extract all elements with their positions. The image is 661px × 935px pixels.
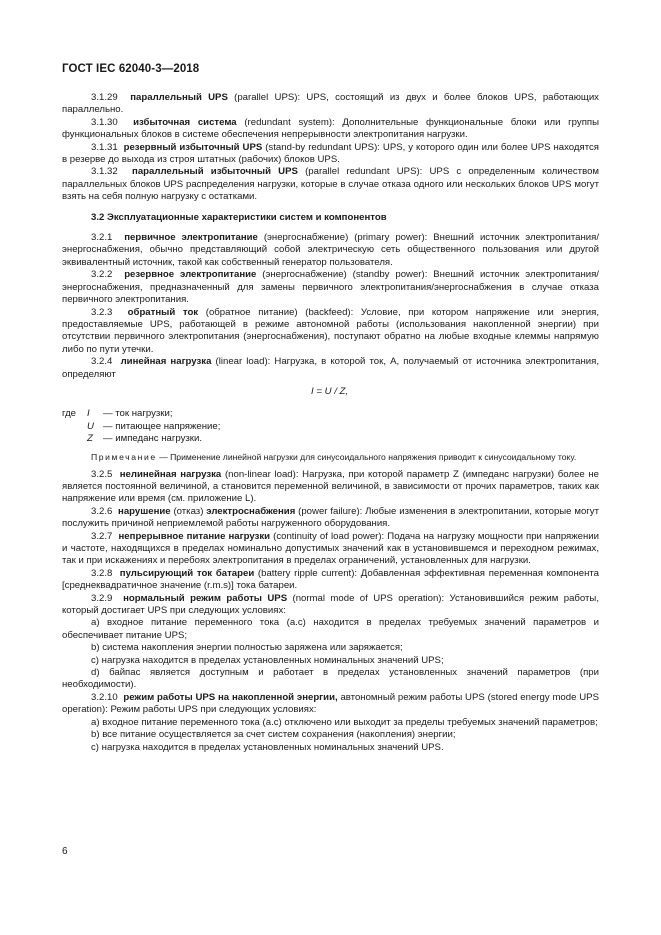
where-row: [62, 433, 599, 445]
definition-3-2-3: [62, 307, 599, 357]
definition-text: (normal mode of UPS operation): Установившийся режим работы, который достигает UPS при следующих условиях:: [62, 592, 599, 617]
definition-text: (энергоснабжение) (standby power): Внешний источник электропитания/энергоснабжения, предназначенный для замены первичного электропитания/энергоснабжения в случае отказа первичного электропитания.: [62, 269, 599, 306]
definition-term: обратный ток: [127, 306, 199, 318]
definition-number: 3.1.32: [91, 166, 118, 178]
where-description: — питающее напряжение;: [103, 420, 221, 432]
definition-term: линейная нагрузка: [120, 356, 212, 368]
definition-number: 3.2.3: [91, 306, 113, 318]
definition-text: автономный режим работы UPS (stored energy mode UPS operation): Режим работы UPS при следующих условиях:: [62, 691, 599, 716]
definition-text: (отказ): [170, 505, 207, 517]
definition-number: 3.2.4: [91, 356, 113, 368]
list-item: c) нагрузка находится в пределах установленных номинальных значений UPS;: [91, 654, 444, 666]
definition-number: 3.2.9: [91, 592, 113, 604]
note-text: — Применение линейной нагрузки для синусоидального напряжения приводит к синусоидальному току.: [156, 451, 577, 462]
definition-text: (battery ripple current): Добавленная эффективная переменная компонента [среднеквадратичное значение (r.m.s)] тока батареи.: [62, 567, 599, 592]
page-number: 6: [62, 846, 68, 857]
where-symbol: U: [87, 420, 94, 432]
definition-term: первичное электропитание: [124, 232, 258, 244]
list-item: b) все питание осуществляется за счет систем сохранения (накопления) энергии;: [91, 729, 456, 741]
where-row: [62, 421, 599, 433]
definition-term: нарушение: [118, 505, 171, 517]
definition-3-1-29: [62, 92, 599, 117]
definition-term: пульсирующий ток батареи: [119, 567, 255, 579]
definition-text: (обратное питание) (backfeed): Условие, при котором напряжение или энергия, предоставляемые UPS, работающей в режиме автономной работы (использования накопленной энергии) при отсутствии первичного электропитания (энергоснабжения), поступают обратно на любые входные клеммы напрямую либо по пути утечки.: [62, 306, 600, 355]
where-block: [62, 408, 599, 445]
where-description: — импеданс нагрузки.: [103, 433, 203, 445]
list-item: a) входное питание переменного тока (a.c) находится в пределах требуемых значений параметров и обеспечивает питание UPS;: [62, 617, 599, 641]
note: [62, 452, 599, 463]
list-item: d) байпас является доступным и работает в пределах установленных значений параметров (при необходимости).: [62, 667, 599, 691]
definition-term: нормальный режим работы UPS: [123, 592, 288, 604]
definition-number: 3.1.30: [91, 116, 118, 128]
list-item: a) входное питание переменного тока (a.c) отключено или выходит за пределы требуемых значений параметров;: [91, 716, 598, 728]
document-body: [62, 92, 599, 754]
formula-linear-load: I = U / Z,: [311, 385, 349, 397]
definition-number: 3.2.6: [91, 505, 113, 517]
section-heading-3-2: 3.2 Эксплуатационные характеристики систем и компонентов: [91, 211, 387, 223]
definition-3-2-2: [62, 269, 599, 306]
definition-term: параллельный избыточный UPS: [132, 166, 298, 178]
definition-number: 3.1.29: [91, 92, 118, 103]
definition-text: (parallel redundant UPS): UPS с определенным количеством параллельных блоков UPS распределения нагрузки, которые в случае отказа одного или нескольких блоков UPS могут взять на себя полную нагрузку с остатками.: [62, 166, 599, 203]
where-description: — ток нагрузки;: [103, 408, 173, 420]
definition-number: 3.2.7: [91, 530, 113, 542]
where-row: [62, 408, 599, 420]
definition-term: электроснабжения: [206, 505, 296, 517]
where-symbol: I: [87, 408, 90, 420]
page-header-standard: ГОСТ IEC 62040-3—2018: [62, 63, 200, 75]
definition-number: 3.2.1: [91, 232, 113, 244]
definition-3-2-8: [62, 568, 599, 593]
definition-number: 3.2.2: [91, 269, 113, 281]
definition-text: (continuity of load power): Подача на нагрузку мощности при напряжении и частоте, находящихся в пределах номинально допустимых значений как в установившемся и переходном режимах, так и при искажениях и перебоях электропитания в пределах ограничений, установленных для нагрузки.: [62, 530, 600, 567]
definition-3-2-1: [62, 232, 599, 269]
where-label: где: [62, 408, 77, 420]
where-symbol: Z: [87, 433, 93, 445]
definition-3-2-4: [62, 356, 599, 381]
note-label: Примечание: [91, 451, 157, 462]
definition-text: (power failure): Любые изменения в электропитании, которые могут послужить причиной неприемлемой работы нагруженного оборудования.: [62, 505, 599, 530]
definition-text: (linear load): Нагрузка, в которой ток, A, получаемый от источника электропитания, определяют: [62, 356, 600, 380]
definition-text: (non-linear load): Нагрузка, при которой параметр Z (импеданс нагрузки) более не является постоянной величиной, а становится переменной величиной, в зависимости от прочих параметров, таких как напряжение или время (см. приложение L).: [62, 468, 599, 505]
definition-3-1-30: [62, 117, 599, 142]
definition-term: параллельный UPS: [130, 92, 228, 103]
definition-number: 3.2.8: [91, 567, 113, 579]
definition-term: резервное электропитание: [124, 269, 257, 281]
definition-term: нелинейная нагрузка: [119, 468, 222, 480]
definition-term: режим работы UPS на накопленной энергии,: [123, 691, 338, 703]
definition-term: резервный избыточный UPS: [123, 141, 263, 153]
definition-text: (parallel UPS): UPS, состоящий из двух и более блоков UPS, работающих параллельно.: [62, 92, 599, 116]
definition-3-2-9: [62, 593, 599, 618]
definition-number: 3.2.10: [91, 691, 118, 703]
definition-3-2-7: [62, 531, 599, 568]
definition-term: избыточная система: [133, 116, 237, 128]
definition-3-2-10: [62, 692, 599, 717]
definition-3-2-5: [62, 469, 599, 506]
definition-text: (stand-by redundant UPS): UPS, у которого один или более UPS находятся в резерве до выхода из строя штатных (рабочих) блоков UPS.: [62, 141, 599, 166]
definition-text: (redundant system): Дополнительные функциональные блоки или группы функциональных блоков в системе обеспечения непрерывности электропитания нагрузки.: [62, 116, 599, 141]
definition-3-1-31: [62, 142, 599, 167]
list-item: c) нагрузка находится в пределах установленных номинальных значений UPS.: [91, 741, 444, 753]
definition-3-1-32: [62, 166, 599, 203]
definition-term: непрерывное питание нагрузки: [118, 530, 271, 542]
list-item: b) система накопления энергии полностью заряжена или заряжается;: [91, 642, 403, 654]
definition-number: 3.2.5: [91, 468, 113, 480]
definition-text: (энергоснабжение) (primary power): Внешний источник электропитания/энергоснабжения, обычно представляющий собой электрическую сеть общественного пользования или другой эквивалентный источник, такой как собственный генератор пользователя.: [62, 232, 599, 268]
definition-number: 3.1.31: [91, 141, 118, 153]
definition-3-2-6: [62, 506, 599, 531]
